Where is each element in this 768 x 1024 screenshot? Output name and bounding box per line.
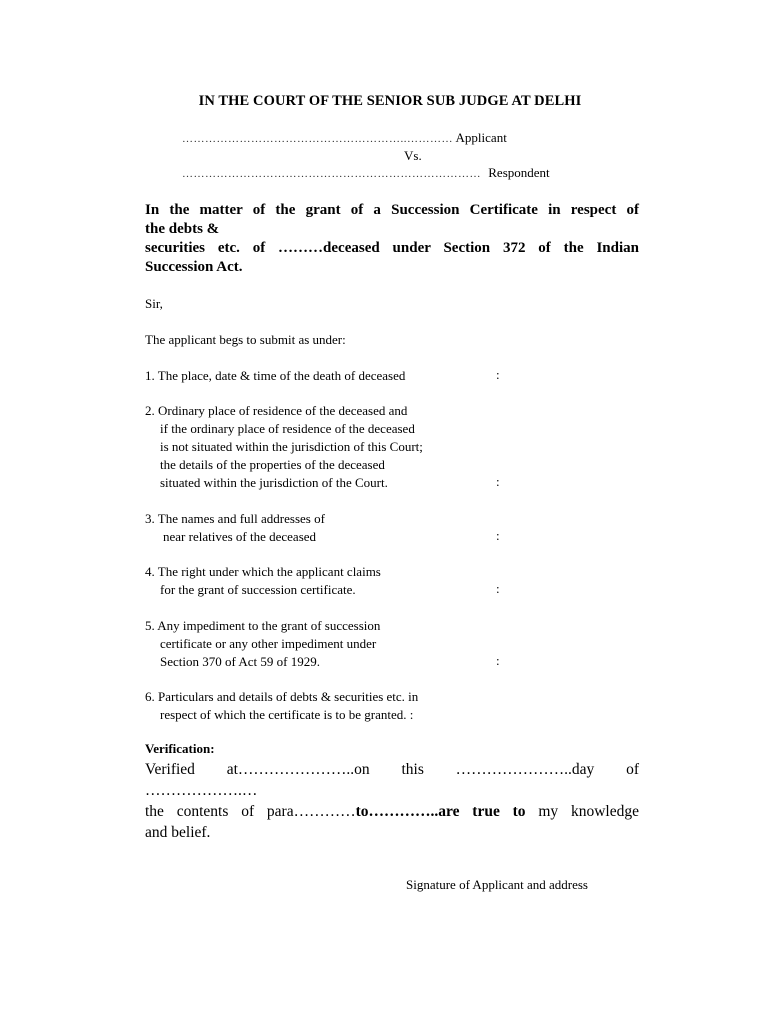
item-3-line-2: near relatives of the deceased xyxy=(163,529,317,544)
matter-line-1: In the matter of the grant of a Succession Certificate in respect of xyxy=(145,202,639,218)
item-3 xyxy=(145,510,325,546)
document-title: IN THE COURT OF THE SENIOR SUB JUDGE AT DELHI xyxy=(198,93,582,109)
versus-label: Vs. xyxy=(404,148,422,163)
item-4 xyxy=(145,563,381,599)
salutation: Sir, xyxy=(145,296,163,311)
contents-para-blank: the contents of para………… xyxy=(145,803,356,820)
item-2-line-5: situated within the jurisdiction of the Court. xyxy=(160,475,388,490)
verified-word: Verified xyxy=(145,761,195,778)
item-5-colon: : xyxy=(496,653,500,668)
applicant-blank: …………………………………………………..………… xyxy=(182,133,453,145)
respondent-line xyxy=(182,165,550,181)
item-4-colon: : xyxy=(496,581,500,596)
intro-text: The applicant begs to submit as under: xyxy=(145,332,346,347)
signature-line: Signature of Applicant and address xyxy=(406,877,588,892)
respondent-label: Respondent xyxy=(488,165,550,180)
item-1-colon: : xyxy=(496,367,500,382)
applicant-label: Applicant xyxy=(455,130,507,145)
item-5-line-1: 5. Any impediment to the grant of succession xyxy=(145,618,381,633)
verification-line-3 xyxy=(145,801,639,822)
verification-line-1 xyxy=(145,759,639,780)
to-blank-true: to…………..are true to xyxy=(355,803,526,820)
item-3-colon: : xyxy=(496,528,500,543)
item-4-line-2: for the grant of succession certificate. xyxy=(160,582,356,597)
verification-line-4: and belief. xyxy=(145,824,211,841)
item-2-line-4: the details of the properties of the deceased xyxy=(160,457,385,472)
day-blank: …………………..day xyxy=(455,761,595,778)
verified-at-blank: at…………………..on xyxy=(226,761,370,778)
matter-line-4: Succession Act. xyxy=(145,259,243,275)
item-1: 1. The place, date & time of the death of deceased xyxy=(145,368,406,383)
matter-line-3: securities etc. of ………deceased under Section 372 of the Indian xyxy=(145,240,639,256)
verification-text xyxy=(145,759,639,843)
item-5-line-3: Section 370 of Act 59 of 1929. xyxy=(160,654,320,669)
item-6-line-2: respect of which the certificate is to be granted. : xyxy=(160,707,414,722)
item-5-line-2: certificate or any other impediment under xyxy=(160,636,377,651)
item-2 xyxy=(145,402,423,492)
verification-line-2: ……………….… xyxy=(145,782,258,799)
item-3-line-1: 3. The names and full addresses of xyxy=(145,511,325,526)
item-4-line-1: 4. The right under which the applicant claims xyxy=(145,564,381,579)
item-2-line-2: if the ordinary place of residence of the deceased xyxy=(160,421,415,436)
verification-heading: Verification: xyxy=(145,741,215,756)
respondent-blank: …………………………………………………………………… xyxy=(182,168,481,180)
item-6 xyxy=(145,688,418,724)
item-2-line-3: is not situated within the jurisdiction of this Court; xyxy=(160,439,423,454)
matter-heading xyxy=(145,201,639,277)
item-2-line-1: 2. Ordinary place of residence of the deceased and xyxy=(145,403,408,418)
item-2-colon: : xyxy=(496,474,500,489)
item-5 xyxy=(145,617,380,671)
this-word: this xyxy=(401,761,424,778)
item-6-line-1: 6. Particulars and details of debts & securities etc. in xyxy=(145,689,419,704)
applicant-line xyxy=(182,130,507,146)
matter-line-2: the debts & xyxy=(145,221,220,237)
my-knowledge: my knowledge xyxy=(525,803,639,820)
of-word: of xyxy=(626,761,640,778)
